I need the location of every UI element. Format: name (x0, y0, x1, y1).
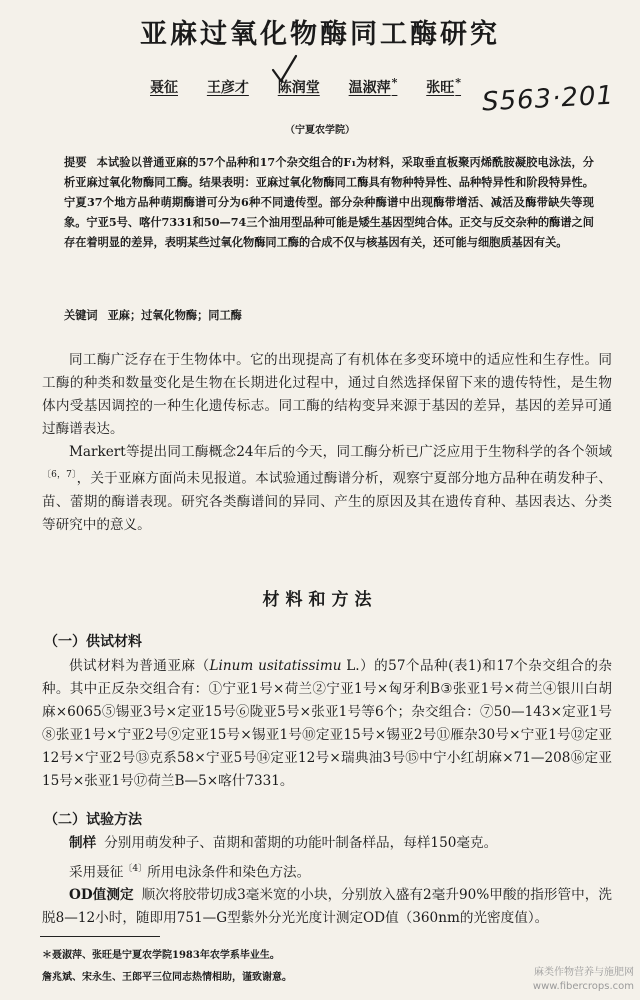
author-4-mark: * (391, 76, 398, 89)
author-5: 张旺* (426, 76, 462, 96)
handwritten-catalog-note: S563·201 (481, 80, 615, 118)
paper-title: 亚麻过氧化物酶同工酶研究 (140, 19, 500, 50)
section-heading-materials-methods: 材料和方法 (262, 590, 378, 610)
author-4: 温淑萍* (348, 76, 398, 96)
footnote-divider (40, 936, 160, 937)
abstract (64, 152, 594, 252)
author-5-mark: * (455, 76, 462, 89)
intro-paragraph-2: Markert等提出同工酶概念24年后的今天，同工酶分析已广泛应用于生物科学的各个领域$^{〔6,7〕}$，关于亚麻方面尚未见报道。本试验通过酶谱分析，观察宁夏部分地方品种在萌发种子、苗、蕾期的酶谱表现。研究各类酶谱间的异同、产生的原因及其在遗传育种、基因表达、分类等研究中的意义。 (42, 444, 612, 533)
watermark-url: www.fibercrops.com (532, 981, 634, 992)
abstract-text: 本试验以普通亚麻的57个品种和17个杂交组合的F₁为材料，采取垂直板聚丙烯酰胺凝胶电泳法，分析亚麻过氧化物酶同工酶。结果表明：亚麻过氧化物酶同工酶具有物种特异性、品种特异性和阶段特异性。宁夏37个地方品种萌期酶谱可分为6种不同遗传型。部分杂种酶谱中出现酶带增活、减活及酶带缺失等现象。宁亚5号、喀什7331和50—74三个油用型品种可能是矮生基因型纯合体。正交与反交杂种的酶谱之间存在着明显的差异，表明某些过氧化物酶同工酶的合成不仅与核基因有关，还可能与细胞质基因有关。 (64, 155, 594, 249)
subheading-materials: （一）供试材料 (44, 634, 142, 650)
subheading-methods: （二）试验方法 (44, 812, 142, 828)
affiliation: （宁夏农学院） (285, 125, 355, 136)
electrophoresis-paragraph: 采用聂征$^{〔4〕}$所用电泳条件和染色方法。 (69, 864, 311, 881)
footnote-1: ＊聂淑萍、张旺是宁夏农学院1983年农学系毕业生。 (42, 950, 280, 961)
footnote-2: 詹兆斌、宋永生、王郎平三位同志热情相助，谨致谢意。 (42, 972, 292, 983)
sample-prep-paragraph: 制样 分别用萌发种子、苗期和蕾期的功能叶制备样品，每样150毫克。 (69, 835, 498, 851)
author-2: 王彦才 (206, 79, 249, 96)
intro-paragraph-1: 同工酶广泛存在于生物体中。它的出现提高了有机体在多变环境中的适应性和生存性。同工酶的种类和数量变化是生物在长期进化过程中，通过自然选择保留下来的遗传特性，是生物体内受基因调控的一种生化遗传标志。同工酶的结构变异来源于基因的差异，基因的差异可通过酶谱表达。 (42, 352, 612, 437)
author-1: 聂征 (150, 79, 178, 96)
latin-species-name: Linum usitatissimu (209, 658, 342, 674)
citation-4: 〔4〕 (123, 864, 148, 874)
handwritten-checkmark-icon (270, 54, 298, 84)
author-3: 陈润堂 (277, 79, 320, 96)
sample-prep-label: 制样 (69, 835, 97, 851)
od-measurement-paragraph: OD值测定 顺次将胶带切成3毫米宽的小块，分别放入盛有2毫升90%甲酸的指形管中，洗脱8—12小时，随即用751—G型紫外分光光度计测定OD值（360nm的光密度值）。 (42, 887, 612, 926)
author-list (150, 76, 510, 97)
keywords-label: 关键词 (64, 308, 98, 322)
citation-6-7: 〔6，7〕 (42, 470, 77, 480)
keywords (64, 307, 594, 323)
keywords-text: 亚麻；过氧化物酶；同工酶 (107, 308, 242, 322)
site-watermark (484, 966, 634, 994)
watermark-site-name: 麻类作物营养与施肥网 (534, 967, 634, 978)
abstract-label: 提要 (64, 155, 87, 169)
materials-paragraph: 供试材料为普通亚麻（Linum usitatissimu L.）的57个品种(表1)和17个杂交组合的杂种。其中正反杂交组合有：①宁亚1号×荷兰②宁亚1号×匈牙利B③张亚1号×荷兰④银川白胡麻×6065⑤锡亚3号×定亚15号⑥陇亚5号×张亚1号等6个；杂交组合：⑦50—143×定亚1号⑧张亚1号×宁亚2号⑨定亚15号×锡亚1号⑩定亚15号×锡亚2号⑪雁杂30号×宁亚1号⑫定亚12号×宁亚2号⑬克系58×宁亚5号⑭定亚12号×瑞典油3号⑮中宁小红胡麻×71—208⑯定亚15号×张亚1号⑰荷兰B—5×喀什7331。 (42, 658, 613, 789)
od-label: OD值测定 (69, 887, 134, 903)
